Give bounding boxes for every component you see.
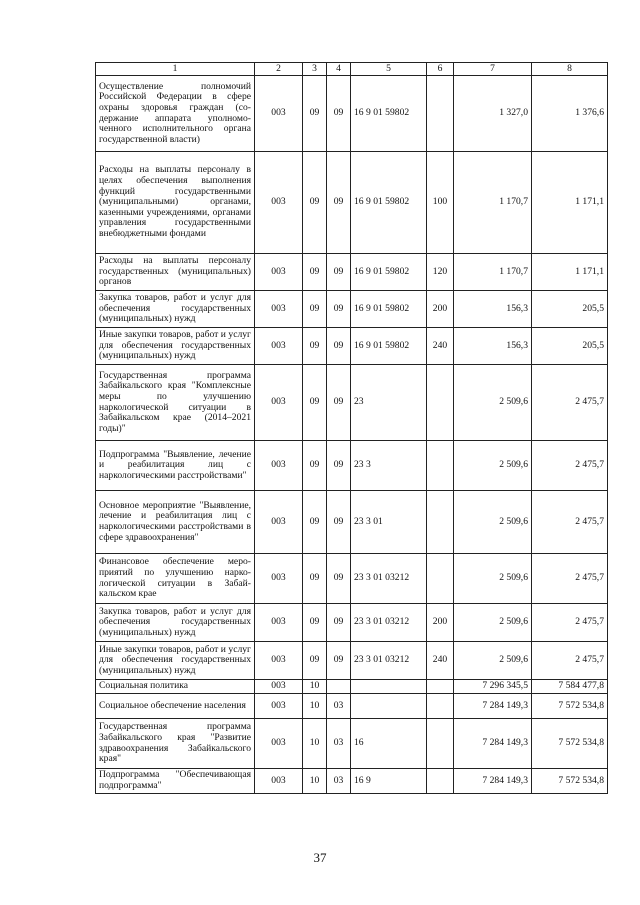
cell-amount-year1: 2 509,6 (454, 365, 532, 441)
cell-target-article (351, 680, 427, 694)
cell-expense-type: 100 (427, 152, 454, 254)
cell-amount-year1: 156,3 (454, 328, 532, 365)
cell-target-article: 23 3 01 03212 (351, 604, 427, 642)
budget-table (95, 62, 608, 794)
cell-amount-year1: 7 296 345,5 (454, 680, 532, 694)
header-col-1: 1 (96, 63, 255, 76)
row-name: Финансовое обеспечение мероприятий по улучшению наркологической ситуации в Забайкальском крае (96, 554, 255, 604)
header-col-5: 5 (351, 63, 427, 76)
cell-amount-year2: 205,5 (532, 291, 608, 328)
cell-section-code: 09 (303, 604, 327, 642)
table-row (96, 694, 608, 719)
cell-subsection-code (327, 680, 351, 694)
cell-ministry-code: 003 (255, 642, 303, 680)
header-col-3: 3 (303, 63, 327, 76)
row-name: Подпрограмма "Обеспечивающая подпрограмма" (96, 769, 255, 794)
cell-ministry-code: 003 (255, 491, 303, 554)
table-row (96, 554, 608, 604)
cell-expense-type: 200 (427, 291, 454, 328)
table-row (96, 642, 608, 680)
cell-amount-year2: 2 475,7 (532, 604, 608, 642)
cell-subsection-code: 09 (327, 365, 351, 441)
cell-ministry-code: 003 (255, 365, 303, 441)
cell-section-code: 09 (303, 554, 327, 604)
header-col-7: 7 (454, 63, 532, 76)
cell-section-code: 10 (303, 769, 327, 794)
row-name: Расходы на выплаты персоналу в целях обеспечения выполнения функций государственными (муниципальными) органами, казенными учреждениями, органами управления государственными внебюджетными фондами (96, 152, 255, 254)
page-number: 37 (313, 850, 327, 865)
cell-subsection-code: 09 (327, 291, 351, 328)
cell-subsection-code: 09 (327, 254, 351, 291)
cell-amount-year1: 1 170,7 (454, 152, 532, 254)
cell-target-article: 16 9 01 59802 (351, 152, 427, 254)
cell-subsection-code: 09 (327, 642, 351, 680)
table-row (96, 328, 608, 365)
cell-expense-type (427, 491, 454, 554)
cell-section-code: 09 (303, 491, 327, 554)
header-col-4: 4 (327, 63, 351, 76)
cell-subsection-code: 09 (327, 328, 351, 365)
table-row (96, 365, 608, 441)
table-row (96, 254, 608, 291)
cell-expense-type: 240 (427, 642, 454, 680)
cell-amount-year2: 2 475,7 (532, 554, 608, 604)
cell-section-code: 09 (303, 291, 327, 328)
cell-expense-type (427, 554, 454, 604)
cell-amount-year2: 2 475,7 (532, 441, 608, 491)
cell-ministry-code: 003 (255, 441, 303, 491)
cell-amount-year2: 1 171,1 (532, 152, 608, 254)
cell-ministry-code: 003 (255, 694, 303, 719)
cell-ministry-code: 003 (255, 719, 303, 769)
cell-amount-year1: 2 509,6 (454, 441, 532, 491)
cell-section-code: 09 (303, 76, 327, 152)
cell-subsection-code: 09 (327, 604, 351, 642)
cell-ministry-code: 003 (255, 554, 303, 604)
cell-amount-year1: 2 509,6 (454, 554, 532, 604)
cell-amount-year2: 7 584 477,8 (532, 680, 608, 694)
table-row (96, 441, 608, 491)
table-header (96, 63, 608, 76)
cell-amount-year2: 2 475,7 (532, 491, 608, 554)
cell-amount-year1: 2 509,6 (454, 642, 532, 680)
table-row (96, 76, 608, 152)
table-row (96, 719, 608, 769)
cell-target-article: 16 9 01 59802 (351, 328, 427, 365)
cell-amount-year1: 1 327,0 (454, 76, 532, 152)
cell-subsection-code: 09 (327, 491, 351, 554)
cell-ministry-code: 003 (255, 291, 303, 328)
cell-ministry-code: 003 (255, 604, 303, 642)
cell-target-article: 23 (351, 365, 427, 441)
cell-subsection-code: 09 (327, 441, 351, 491)
header-col-6: 6 (427, 63, 454, 76)
cell-amount-year2: 2 475,7 (532, 642, 608, 680)
row-name: Закупка товаров, работ и услуг для обеспечения государственных (муниципальных) нужд (96, 291, 255, 328)
row-name: Иные закупки товаров, работ и услуг для обеспечения государственных (муниципальных) нужд (96, 642, 255, 680)
row-name: Основное мероприятие "Выявление, лечение и реабилитация лиц с наркологическими расстройствами в сфере здравоохранения" (96, 491, 255, 554)
cell-subsection-code: 03 (327, 719, 351, 769)
table-row (96, 291, 608, 328)
cell-section-code: 09 (303, 642, 327, 680)
cell-ministry-code: 003 (255, 769, 303, 794)
cell-expense-type: 240 (427, 328, 454, 365)
cell-expense-type (427, 694, 454, 719)
table-row (96, 680, 608, 694)
cell-section-code: 09 (303, 152, 327, 254)
cell-target-article: 23 3 01 (351, 491, 427, 554)
table-row (96, 491, 608, 554)
cell-target-article: 16 (351, 719, 427, 769)
cell-expense-type (427, 769, 454, 794)
cell-amount-year1: 1 170,7 (454, 254, 532, 291)
cell-section-code: 10 (303, 680, 327, 694)
cell-section-code: 09 (303, 365, 327, 441)
table-row (96, 152, 608, 254)
header-col-8: 8 (532, 63, 608, 76)
cell-amount-year2: 1 376,6 (532, 76, 608, 152)
row-name: Социальное обеспечение населения (96, 694, 255, 719)
cell-section-code: 10 (303, 694, 327, 719)
table-row (96, 604, 608, 642)
row-name: Подпрограмма "Выявление, лечение и реабилитация лиц с наркологическими расстройствами" (96, 441, 255, 491)
cell-amount-year1: 7 284 149,3 (454, 694, 532, 719)
cell-target-article: 23 3 (351, 441, 427, 491)
row-name: Осуществление полномочий Российской Федерации в сфере охраны здоровья граждан (содержание аппарата уполномоченного исполнительного органа государственной власти) (96, 76, 255, 152)
cell-subsection-code: 09 (327, 554, 351, 604)
cell-ministry-code: 003 (255, 328, 303, 365)
cell-amount-year2: 205,5 (532, 328, 608, 365)
cell-amount-year1: 2 509,6 (454, 491, 532, 554)
cell-target-article: 23 3 01 03212 (351, 554, 427, 604)
cell-subsection-code: 09 (327, 152, 351, 254)
cell-target-article: 16 9 01 59802 (351, 291, 427, 328)
cell-expense-type (427, 76, 454, 152)
cell-target-article (351, 694, 427, 719)
cell-ministry-code: 003 (255, 680, 303, 694)
cell-amount-year2: 2 475,7 (532, 365, 608, 441)
cell-target-article: 16 9 01 59802 (351, 254, 427, 291)
cell-section-code: 09 (303, 441, 327, 491)
row-name: Закупка товаров, работ и услуг для обеспечения государственных (муниципальных) нужд (96, 604, 255, 642)
cell-amount-year1: 7 284 149,3 (454, 719, 532, 769)
cell-amount-year1: 156,3 (454, 291, 532, 328)
cell-expense-type (427, 365, 454, 441)
cell-target-article: 23 3 01 03212 (351, 642, 427, 680)
cell-ministry-code: 003 (255, 254, 303, 291)
cell-subsection-code: 09 (327, 76, 351, 152)
table-body (96, 76, 608, 794)
cell-section-code: 09 (303, 254, 327, 291)
row-name: Расходы на выплаты персоналу государственных (муниципальных) органов (96, 254, 255, 291)
cell-amount-year1: 2 509,6 (454, 604, 532, 642)
cell-amount-year1: 7 284 149,3 (454, 769, 532, 794)
cell-target-article: 16 9 (351, 769, 427, 794)
cell-amount-year2: 7 572 534,8 (532, 694, 608, 719)
cell-subsection-code: 03 (327, 694, 351, 719)
cell-ministry-code: 003 (255, 76, 303, 152)
cell-expense-type (427, 719, 454, 769)
cell-section-code: 09 (303, 328, 327, 365)
cell-target-article: 16 9 01 59802 (351, 76, 427, 152)
row-name: Социальная политика (96, 680, 255, 694)
cell-amount-year2: 1 171,1 (532, 254, 608, 291)
cell-subsection-code: 03 (327, 769, 351, 794)
cell-expense-type (427, 680, 454, 694)
row-name: Государственная программа Забайкальского края "Развитие здравоохранения Забайкальского края" (96, 719, 255, 769)
cell-expense-type: 200 (427, 604, 454, 642)
cell-section-code: 10 (303, 719, 327, 769)
header-col-2: 2 (255, 63, 303, 76)
cell-expense-type: 120 (427, 254, 454, 291)
cell-amount-year2: 7 572 534,8 (532, 769, 608, 794)
cell-expense-type (427, 441, 454, 491)
table-row (96, 769, 608, 794)
cell-amount-year2: 7 572 534,8 (532, 719, 608, 769)
cell-ministry-code: 003 (255, 152, 303, 254)
row-name: Иные закупки товаров, работ и услуг для обеспечения государственных (муниципальных) нужд (96, 328, 255, 365)
header-row (96, 63, 608, 76)
row-name: Государственная программа Забайкальского края "Комплексные меры по улучшению наркологической ситуации в Забайкальском крае (2014–2021 годы)" (96, 365, 255, 441)
